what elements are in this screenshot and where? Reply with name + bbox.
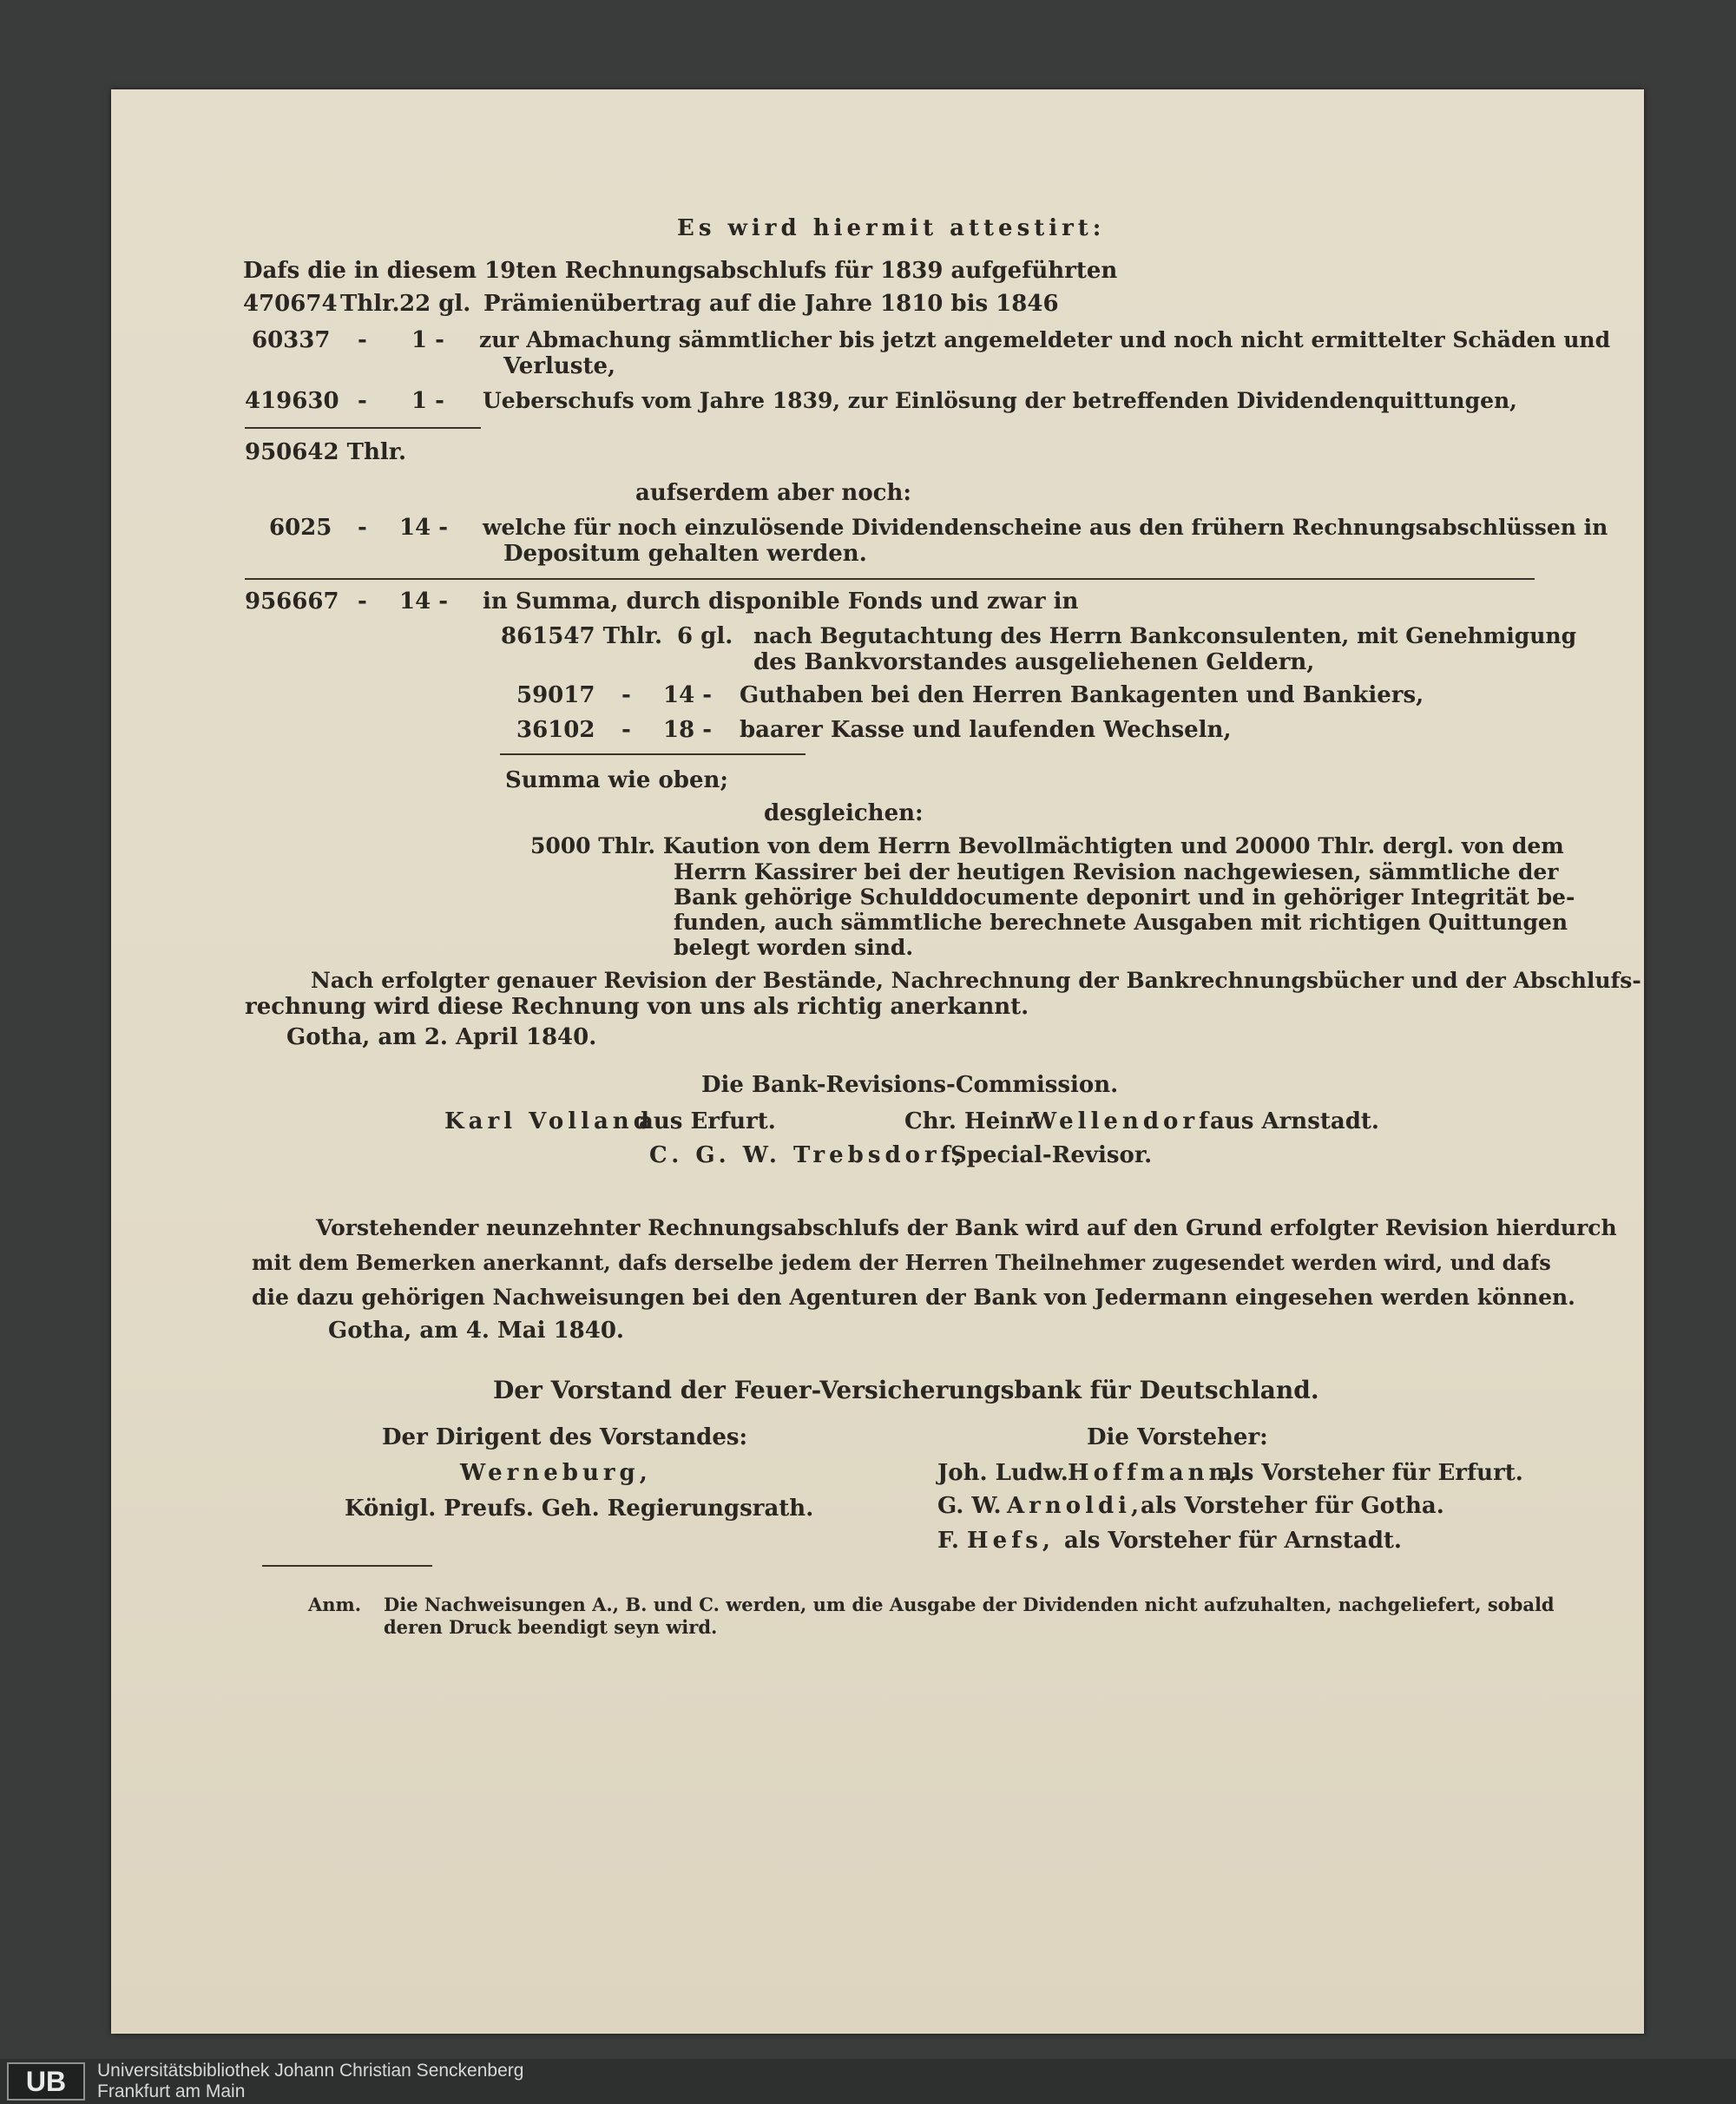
extra-unit: - bbox=[358, 515, 367, 541]
board-member-role: als Vorsteher für Arnstadt. bbox=[1064, 1528, 1402, 1554]
sum-rule bbox=[500, 753, 806, 755]
board-member-prefix: F. bbox=[937, 1528, 959, 1554]
board-member-name: Hoffmann, bbox=[1068, 1460, 1242, 1486]
commission-member-role: Special-Revisor. bbox=[950, 1142, 1153, 1168]
extra-amount: 6025 bbox=[269, 515, 332, 541]
document-heading: Es wird hiermit attestirt: bbox=[677, 215, 1106, 241]
board-member-name: Hefs, bbox=[967, 1528, 1055, 1554]
note-line: Die Nachweisungen A., B. und C. werden, um die Ausgabe der Dividenden nicht aufzuhalten, nachgeliefert, sobald bbox=[384, 1594, 1555, 1615]
sum-rule bbox=[245, 578, 1535, 580]
board-left-title: Königl. Preufs. Geh. Regierungsrath. bbox=[345, 1496, 814, 1522]
fund-text: baarer Kasse und laufenden Wechseln, bbox=[740, 717, 1232, 743]
item-unit: - bbox=[358, 388, 367, 414]
library-logo: UB bbox=[7, 2062, 85, 2101]
fund-sub: 18 - bbox=[663, 717, 713, 743]
board-member-prefix: G. W. bbox=[937, 1493, 1002, 1519]
commission-member-name: Karl Volland bbox=[444, 1108, 654, 1134]
board-title: Der Vorstand der Feuer-Versicherungsbank für Deutschland. bbox=[493, 1376, 1319, 1404]
fund-unit: - bbox=[621, 682, 631, 708]
extra-sub: 14 - bbox=[399, 515, 449, 541]
board-member-name: Arnoldi, bbox=[1007, 1493, 1144, 1519]
fund-unit: - bbox=[621, 717, 631, 743]
commission-member-prefix: Chr. Heinr. bbox=[904, 1108, 1043, 1134]
board-member-role: als Vorsteher für Gotha. bbox=[1141, 1493, 1444, 1519]
item-amount: 60337 bbox=[252, 327, 331, 353]
date-line: Gotha, am 4. Mai 1840. bbox=[328, 1318, 624, 1344]
footnote-rule bbox=[262, 1565, 432, 1567]
footer-library-city: Frankfurt am Main bbox=[97, 2081, 246, 2101]
ausserdem-line: aufserdem aber noch: bbox=[635, 480, 911, 506]
fund-text-continued: des Bankvorstandes ausgeliehenen Geldern, bbox=[753, 649, 1315, 675]
footer-library-name: Universitätsbibliothek Johann Christian Senckenberg bbox=[97, 2061, 524, 2081]
fund-text: nach Begutachtung des Herrn Bankconsulenten, mit Genehmigung bbox=[753, 623, 1577, 648]
approval-line: Vorstehender neunzehnter Rechnungsabschlufs der Bank wird auf den Grund erfolgter Revision hierdurch bbox=[316, 1215, 1617, 1240]
date-line: Gotha, am 2. April 1840. bbox=[286, 1024, 597, 1050]
kaution-line: Herrn Kassirer bei der heutigen Revision nachgewiesen, sämmtliche der bbox=[674, 859, 1559, 884]
item-sub: 1 - bbox=[411, 388, 444, 414]
commission-member-place: aus Arnstadt. bbox=[1210, 1108, 1379, 1134]
document-page bbox=[111, 89, 1644, 2034]
fund-sub: 6 gl. bbox=[677, 623, 733, 649]
board-member-prefix: Joh. Ludw. bbox=[937, 1460, 1069, 1486]
note-label: Anm. bbox=[308, 1594, 362, 1615]
board-left-head: Der Dirigent des Vorstandes: bbox=[382, 1424, 748, 1450]
sum-unit: - bbox=[358, 588, 367, 615]
extra-text: welche für noch einzulösende Dividendenscheine aus den frühern Rechnungsabschlüssen in bbox=[483, 515, 1608, 540]
commission-member-place: aus Erfurt. bbox=[639, 1108, 776, 1134]
commission-title: Die Bank-Revisions-Commission. bbox=[701, 1072, 1119, 1098]
desgleichen-line: desgleichen: bbox=[764, 800, 924, 826]
kaution-line: funden, auch sämmtliche berechnete Ausgaben mit richtigen Quittungen bbox=[674, 910, 1568, 935]
subtotal: 950642 Thlr. bbox=[245, 439, 407, 465]
item-text: zur Abmachung sämmtlicher bis jetzt angemeldeter und noch nicht ermittelter Schäden und bbox=[479, 327, 1611, 352]
kaution-line: belegt worden sind. bbox=[674, 935, 914, 960]
item-unit: - bbox=[358, 327, 367, 353]
fund-text: Guthaben bei den Herren Bankagenten und Bankiers, bbox=[740, 682, 1424, 708]
intro-line: Dafs die in diesem 19ten Rechnungsabschlufs für 1839 aufgeführten bbox=[243, 258, 1118, 284]
kaution-line: Bank gehörige Schulddocumente deponirt und in gehöriger Integrität be- bbox=[674, 884, 1575, 910]
extra-text-continued: Depositum gehalten werden. bbox=[503, 541, 867, 567]
commission-member-name: Wellendorf bbox=[1031, 1108, 1213, 1134]
revision-line: rechnung wird diese Rechnung von uns als richtig anerkannt. bbox=[245, 994, 1029, 1020]
fund-amount: 59017 bbox=[516, 682, 595, 708]
approval-line: mit dem Bemerken anerkannt, dafs derselbe jedem der Herren Theilnehmer zugesendet werden wird, und dafs bbox=[252, 1250, 1551, 1275]
item-unit: Thlr. bbox=[340, 291, 400, 317]
summa-line: Summa wie oben; bbox=[505, 767, 729, 793]
item-amount: 470674 bbox=[243, 291, 338, 317]
approval-line: die dazu gehörigen Nachweisungen bei den Agenturen der Bank von Jedermann eingesehen werden können. bbox=[252, 1285, 1575, 1310]
fund-amount: 861547 Thlr. bbox=[501, 623, 663, 649]
sum-rule bbox=[245, 427, 481, 429]
item-text-continued: Verluste, bbox=[503, 353, 616, 379]
item-amount: 419630 bbox=[245, 388, 339, 414]
board-member-role: als Vorsteher für Erfurt. bbox=[1218, 1460, 1523, 1486]
sum-text: in Summa, durch disponible Fonds und zwar in bbox=[483, 588, 1079, 615]
fund-sub: 14 - bbox=[663, 682, 713, 708]
commission-member-name: C. G. W. Trebsdorf, bbox=[649, 1142, 967, 1168]
item-text: Prämienübertrag auf die Jahre 1810 bis 1846 bbox=[483, 291, 1059, 317]
board-left-name: Werneburg, bbox=[460, 1460, 652, 1486]
revision-line: Nach erfolgter genauer Revision der Bestände, Nachrechnung der Bankrechnungsbücher und der Abschlufs- bbox=[311, 968, 1641, 993]
item-sub: 22 gl. bbox=[399, 291, 471, 317]
item-sub: 1 - bbox=[411, 327, 444, 353]
board-right-head: Die Vorsteher: bbox=[1087, 1424, 1268, 1450]
item-text: Ueberschufs vom Jahre 1839, zur Einlösung der betreffenden Dividendenquittungen, bbox=[483, 388, 1517, 413]
fund-amount: 36102 bbox=[516, 717, 595, 743]
sum-sub: 14 - bbox=[399, 588, 449, 615]
sum-amount: 956667 bbox=[245, 588, 339, 615]
note-line: deren Druck beendigt seyn wird. bbox=[384, 1616, 718, 1638]
kaution-line: 5000 Thlr. Kaution von dem Herrn Bevollmächtigten und 20000 Thlr. dergl. von dem bbox=[530, 833, 1564, 858]
